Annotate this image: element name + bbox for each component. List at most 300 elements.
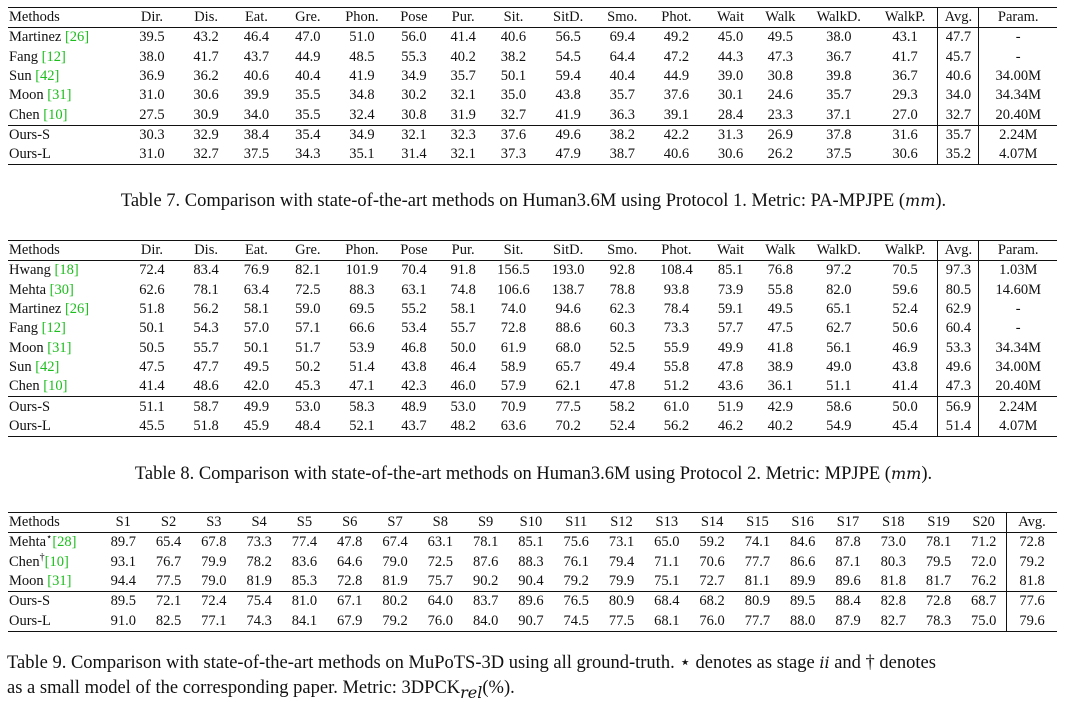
- value-cell: 58.1: [243, 301, 270, 318]
- value-cell: 73.3: [246, 534, 272, 551]
- value-cell: 58.2: [597, 397, 648, 417]
- value-cell: 35.1: [335, 145, 389, 165]
- column-header: Eat.: [232, 241, 281, 261]
- value-cell: 72.8: [500, 320, 527, 337]
- value-cell: -: [979, 28, 1057, 48]
- citation-link[interactable]: [31]: [47, 339, 72, 356]
- value-cell: 76.1: [563, 553, 589, 570]
- column-header: Methods: [8, 513, 101, 533]
- value-cell: 36.2: [193, 68, 219, 85]
- value-cell: 85.3: [291, 573, 318, 590]
- value-cell: 83.4: [193, 262, 219, 279]
- value-cell: 73.3: [663, 320, 690, 337]
- value-cell: 45.5: [124, 417, 180, 437]
- value-cell: 47.7: [938, 28, 979, 48]
- citation-link[interactable]: [26]: [64, 301, 90, 318]
- value-cell: 34.9: [335, 125, 389, 145]
- value-cell: 41.4: [139, 378, 165, 395]
- value-cell: 48.2: [439, 417, 488, 437]
- value-cell: 64.0: [418, 592, 463, 612]
- table-row: [8, 358, 1057, 377]
- method-name: Chen: [9, 378, 40, 395]
- value-cell: 45.7: [938, 48, 979, 67]
- method-cell: [8, 611, 101, 631]
- table-9-caption-line1: Table 9. Comparison with state-of-the-art methods on MuPoTS-3D using all ground-truth. ⋆ denotes as stage ii and † denotes: [7, 653, 936, 673]
- method-cell: [8, 28, 124, 48]
- value-cell: 34.3: [281, 145, 335, 165]
- citation-link[interactable]: [10]: [43, 378, 68, 395]
- value-cell: 60.4: [938, 319, 979, 338]
- value-cell: 68.0: [555, 339, 581, 356]
- column-header: S4: [237, 513, 282, 533]
- value-cell: 49.5: [767, 301, 793, 318]
- value-cell: 52.1: [335, 417, 389, 437]
- table-row: [8, 86, 1057, 105]
- value-cell: 48.9: [389, 397, 439, 417]
- value-cell: 74.1: [744, 534, 771, 551]
- table-row: [8, 125, 1057, 145]
- column-header: S17: [825, 513, 870, 533]
- column-header: WalkP.: [873, 8, 938, 28]
- value-cell: 80.5: [938, 281, 979, 300]
- value-cell: 80.9: [735, 592, 780, 612]
- value-cell: 83.6: [291, 553, 318, 570]
- value-cell: 51.9: [705, 397, 756, 417]
- value-cell: 78.1: [925, 534, 952, 551]
- value-cell: 79.4: [608, 553, 635, 570]
- value-cell: 40.4: [609, 68, 635, 85]
- value-cell: 70.6: [699, 553, 725, 570]
- value-cell: 34.00M: [979, 67, 1057, 86]
- citation-link[interactable]: [26]: [64, 29, 90, 46]
- method-name: Moon: [9, 87, 44, 104]
- value-cell: 49.6: [539, 125, 596, 145]
- value-cell: 23.3: [767, 106, 793, 123]
- value-cell: 156.5: [497, 262, 530, 279]
- value-cell: 37.1: [826, 106, 852, 123]
- value-cell: 75.0: [961, 611, 1006, 631]
- value-cell: 30.3: [124, 125, 180, 145]
- value-cell: 76.2: [970, 573, 997, 590]
- value-cell: 62.6: [139, 281, 165, 298]
- value-cell: 90.4: [518, 573, 544, 590]
- value-cell: 97.2: [826, 262, 852, 279]
- value-cell: 56.9: [938, 397, 979, 417]
- value-cell: 39.5: [139, 29, 165, 46]
- column-header: Dis.: [180, 241, 232, 261]
- table-row: [8, 533, 1057, 553]
- value-cell: 56.1: [826, 339, 852, 356]
- method-superscript: †: [39, 551, 45, 563]
- value-cell: 67.1: [327, 592, 372, 612]
- value-cell: 52.4: [597, 417, 648, 437]
- method-cell: [8, 67, 124, 86]
- value-cell: 40.2: [756, 417, 805, 437]
- value-cell: 79.0: [382, 553, 408, 570]
- value-cell: 38.2: [500, 48, 527, 65]
- column-header: S7: [372, 513, 417, 533]
- value-cell: 53.0: [281, 397, 335, 417]
- value-cell: 77.1: [191, 611, 236, 631]
- value-cell: 58.7: [180, 397, 232, 417]
- value-cell: 52.4: [892, 301, 918, 318]
- value-cell: 46.8: [401, 339, 427, 356]
- citation-link[interactable]: [42]: [35, 68, 60, 85]
- column-header: Gre.: [281, 241, 335, 261]
- value-cell: 58.6: [805, 397, 873, 417]
- value-cell: 51.7: [295, 339, 321, 356]
- citation-link[interactable]: [42]: [35, 358, 60, 375]
- column-header: S19: [916, 513, 961, 533]
- value-cell: 37.3: [488, 145, 540, 165]
- value-cell: 84.1: [282, 611, 327, 631]
- value-cell: 108.4: [660, 262, 693, 279]
- value-cell: 48.5: [349, 48, 375, 65]
- method-cell: [8, 281, 124, 300]
- value-cell: 87.6: [472, 553, 499, 570]
- column-header: S2: [146, 513, 191, 533]
- value-cell: 30.8: [401, 106, 427, 123]
- value-cell: 75.7: [427, 573, 454, 590]
- value-cell: 78.1: [193, 281, 219, 298]
- value-cell: 81.7: [925, 573, 952, 590]
- value-cell: 51.2: [663, 378, 690, 395]
- value-cell: 41.4: [892, 378, 918, 395]
- citation-link[interactable]: [30]: [49, 281, 74, 298]
- value-cell: 38.0: [139, 48, 165, 65]
- value-cell: 47.9: [539, 145, 596, 165]
- value-cell: 76.0: [689, 611, 734, 631]
- value-cell: 55.9: [663, 339, 690, 356]
- column-header: WalkD.: [805, 241, 873, 261]
- value-cell: 47.8: [717, 358, 744, 375]
- value-cell: 68.4: [644, 592, 689, 612]
- value-cell: 43.6: [717, 378, 744, 395]
- value-cell: 1.03M: [979, 261, 1057, 281]
- value-cell: 53.0: [439, 397, 488, 417]
- value-cell: 56.2: [648, 417, 705, 437]
- value-cell: 68.7: [961, 592, 1006, 612]
- value-cell: 46.4: [243, 29, 270, 46]
- value-cell: 47.5: [767, 320, 793, 337]
- value-cell: 70.9: [488, 397, 540, 417]
- value-cell: 70.4: [401, 262, 427, 279]
- value-cell: 72.4: [139, 262, 165, 279]
- value-cell: 49.5: [243, 358, 270, 375]
- value-cell: 38.4: [232, 125, 281, 145]
- value-cell: 67.4: [382, 534, 408, 551]
- citation-link[interactable]: [31]: [47, 87, 72, 104]
- method-cell: [8, 145, 124, 165]
- citation-link[interactable]: [18]: [54, 262, 79, 279]
- value-cell: 92.8: [609, 262, 635, 279]
- value-cell: 89.5: [780, 592, 825, 612]
- value-cell: 20.40M: [979, 105, 1057, 125]
- value-cell: 72.8: [1007, 533, 1057, 553]
- value-cell: 50.1: [243, 339, 270, 356]
- column-header: SitD.: [539, 8, 596, 28]
- value-cell: 77.5: [599, 611, 644, 631]
- value-cell: 38.2: [597, 125, 648, 145]
- value-cell: 53.3: [938, 338, 979, 357]
- value-cell: 39.0: [717, 68, 744, 85]
- column-header: S13: [644, 513, 689, 533]
- value-cell: 43.7: [243, 48, 270, 65]
- value-cell: 67.9: [327, 611, 372, 631]
- value-cell: 90.2: [472, 573, 499, 590]
- value-cell: -: [979, 300, 1057, 319]
- value-cell: 36.7: [892, 68, 918, 85]
- table-row: [8, 281, 1057, 300]
- value-cell: 44.9: [295, 48, 321, 65]
- column-header: Avg.: [938, 241, 979, 261]
- citation-link[interactable]: [28]: [52, 534, 77, 551]
- value-cell: 51.4: [938, 417, 979, 437]
- value-cell: 77.5: [155, 573, 182, 590]
- value-cell: 32.7: [938, 105, 979, 125]
- value-cell: 32.3: [439, 125, 488, 145]
- value-cell: 40.6: [500, 29, 527, 46]
- value-cell: 68.1: [644, 611, 689, 631]
- value-cell: 79.2: [372, 611, 417, 631]
- value-cell: 35.4: [281, 125, 335, 145]
- value-cell: 58.1: [450, 301, 476, 318]
- value-cell: 59.2: [699, 534, 725, 551]
- value-cell: 55.2: [401, 301, 427, 318]
- column-header: Walk: [756, 8, 805, 28]
- method-name: Fang: [9, 48, 38, 65]
- value-cell: 4.07M: [979, 417, 1057, 437]
- table-9: [8, 512, 1057, 632]
- column-header: Methods: [8, 241, 124, 261]
- value-cell: 81.9: [246, 573, 272, 590]
- citation-link[interactable]: [31]: [47, 573, 72, 590]
- citation-link[interactable]: [10]: [43, 106, 68, 123]
- table-row: [8, 105, 1057, 125]
- value-cell: 47.7: [193, 358, 219, 375]
- value-cell: 81.9: [382, 573, 408, 590]
- value-cell: 79.2: [563, 573, 589, 590]
- column-header: Avg.: [1007, 513, 1057, 533]
- value-cell: 45.3: [295, 378, 321, 395]
- value-cell: 64.6: [337, 553, 363, 570]
- value-cell: 74.5: [554, 611, 599, 631]
- column-header: WalkP.: [873, 241, 938, 261]
- value-cell: 56.0: [401, 29, 427, 46]
- method-name: Ours-S: [9, 126, 51, 143]
- value-cell: 50.0: [450, 339, 476, 356]
- value-cell: 30.6: [873, 145, 938, 165]
- citation-link[interactable]: [12]: [41, 320, 66, 337]
- method-cell: [8, 553, 101, 572]
- column-header: WalkD.: [805, 8, 873, 28]
- column-header: S14: [689, 513, 734, 533]
- value-cell: 62.3: [609, 301, 635, 318]
- value-cell: 32.1: [450, 87, 476, 104]
- value-cell: 79.0: [201, 573, 227, 590]
- method-cell: [8, 261, 124, 281]
- value-cell: 89.6: [835, 573, 861, 590]
- value-cell: 43.7: [389, 417, 439, 437]
- citation-link[interactable]: [12]: [41, 48, 66, 65]
- value-cell: 82.5: [146, 611, 191, 631]
- value-cell: 75.6: [563, 534, 589, 551]
- table-8-caption: Table 8. Comparison with state-of-the-art methods on Human3.6M using Protocol 2. Metric: MPJPE (mm).: [134, 464, 933, 484]
- value-cell: 87.9: [825, 611, 870, 631]
- value-cell: 54.9: [805, 417, 873, 437]
- value-cell: 42.3: [401, 378, 427, 395]
- value-cell: 76.0: [418, 611, 463, 631]
- value-cell: 79.9: [201, 553, 227, 570]
- value-cell: 72.1: [146, 592, 191, 612]
- value-cell: -: [979, 319, 1057, 338]
- value-cell: 41.7: [193, 48, 219, 65]
- value-cell: 35.5: [295, 106, 321, 123]
- value-cell: 47.8: [337, 534, 363, 551]
- value-cell: 81.8: [880, 573, 906, 590]
- value-cell: 87.8: [835, 534, 861, 551]
- value-cell: 31.0: [139, 87, 165, 104]
- table-row: [8, 592, 1057, 612]
- column-header: Pur.: [439, 241, 488, 261]
- value-cell: 54.5: [555, 48, 581, 65]
- value-cell: 86.6: [790, 553, 816, 570]
- table-9-caption-line2: as a small model of the corresponding paper. Metric: $3DPCK_{rel}(\%)$.: [7, 678, 515, 702]
- value-cell: 20.40M: [979, 377, 1057, 397]
- value-cell: 36.3: [609, 106, 635, 123]
- value-cell: 89.7: [110, 534, 136, 551]
- value-cell: 193.0: [551, 262, 585, 279]
- value-cell: 88.0: [780, 611, 825, 631]
- column-header: S18: [871, 513, 916, 533]
- method-cell: [8, 358, 124, 377]
- value-cell: 38.0: [826, 29, 852, 46]
- value-cell: 37.5: [232, 145, 281, 165]
- value-cell: 61.0: [648, 397, 705, 417]
- value-cell: 89.5: [101, 592, 146, 612]
- value-cell: 42.9: [756, 397, 805, 417]
- column-header: S16: [780, 513, 825, 533]
- value-cell: 64.4: [609, 48, 635, 65]
- method-cell: [8, 572, 101, 592]
- value-cell: 41.8: [767, 339, 793, 356]
- citation-link[interactable]: [10]: [44, 553, 69, 570]
- value-cell: 31.9: [450, 106, 476, 123]
- value-cell: 91.8: [450, 262, 476, 279]
- column-header: Dis.: [180, 8, 232, 28]
- value-cell: 68.2: [689, 592, 734, 612]
- table-7: [8, 7, 1057, 165]
- value-cell: 40.6: [938, 67, 979, 86]
- value-cell: 37.5: [805, 145, 873, 165]
- value-cell: 84.6: [790, 534, 816, 551]
- value-cell: 2.24M: [979, 125, 1057, 145]
- column-header: Param.: [979, 241, 1057, 261]
- value-cell: 80.9: [599, 592, 644, 612]
- value-cell: 49.4: [609, 358, 635, 375]
- table-row: [8, 338, 1057, 357]
- table-row: [8, 572, 1057, 592]
- value-cell: 44.3: [717, 48, 744, 65]
- method-name: Ours-L: [9, 612, 51, 629]
- table-row: [8, 300, 1057, 319]
- value-cell: 42.2: [648, 125, 705, 145]
- value-cell: 30.6: [193, 87, 219, 104]
- table-row: [8, 553, 1057, 572]
- column-header: S11: [554, 513, 599, 533]
- method-name: Chen: [9, 553, 40, 570]
- value-cell: 41.9: [555, 106, 581, 123]
- table-row: [8, 377, 1057, 397]
- table-7-caption: Table 7. Comparison with state-of-the-art methods on Human3.6M using Protocol 1. Metric: PA-MPJPE (mm).: [120, 191, 947, 211]
- value-cell: 14.60M: [979, 281, 1057, 300]
- method-cell: [8, 319, 124, 338]
- value-cell: 49.0: [826, 358, 852, 375]
- value-cell: 47.5: [139, 358, 165, 375]
- method-name: Mehta: [9, 281, 47, 298]
- value-cell: 59.4: [555, 68, 581, 85]
- value-cell: 94.6: [555, 301, 581, 318]
- value-cell: 36.1: [767, 378, 793, 395]
- method-superscript: ⋆: [46, 532, 53, 544]
- value-cell: 72.4: [191, 592, 236, 612]
- value-cell: 48.6: [193, 378, 219, 395]
- method-cell: [8, 125, 124, 145]
- value-cell: 34.9: [401, 68, 427, 85]
- header-row: [8, 241, 1057, 261]
- value-cell: 36.9: [139, 68, 165, 85]
- value-cell: 36.7: [826, 48, 852, 65]
- value-cell: 66.6: [349, 320, 375, 337]
- value-cell: 35.0: [500, 87, 527, 104]
- value-cell: 89.6: [508, 592, 553, 612]
- value-cell: 62.7: [826, 320, 852, 337]
- method-name: Ours-L: [9, 417, 51, 434]
- value-cell: 46.4: [450, 358, 476, 375]
- value-cell: 62.1: [555, 378, 581, 395]
- value-cell: 43.1: [892, 29, 918, 46]
- value-cell: 57.7: [717, 320, 744, 337]
- value-cell: 59.6: [892, 281, 918, 298]
- value-cell: 51.1: [124, 397, 180, 417]
- value-cell: 32.4: [349, 106, 375, 123]
- value-cell: 82.0: [826, 281, 852, 298]
- method-cell: [8, 86, 124, 105]
- method-cell: [8, 417, 124, 437]
- value-cell: 79.6: [1007, 611, 1057, 631]
- value-cell: 57.9: [500, 378, 527, 395]
- table-row: [8, 397, 1057, 417]
- value-cell: 78.1: [472, 534, 499, 551]
- value-cell: 35.7: [826, 87, 852, 104]
- value-cell: 73.9: [717, 281, 744, 298]
- value-cell: 55.3: [401, 48, 427, 65]
- value-cell: -: [979, 48, 1057, 67]
- method-name: Hwang: [9, 262, 51, 279]
- value-cell: 81.1: [744, 573, 771, 590]
- value-cell: 73.1: [608, 534, 635, 551]
- column-header: Phon.: [335, 8, 389, 28]
- value-cell: 43.2: [193, 29, 219, 46]
- value-cell: 30.1: [717, 87, 744, 104]
- value-cell: 84.0: [463, 611, 508, 631]
- value-cell: 77.5: [539, 397, 596, 417]
- method-name: Martinez: [9, 29, 62, 46]
- value-cell: 44.9: [663, 68, 690, 85]
- column-header: Sit.: [488, 8, 540, 28]
- value-cell: 50.0: [873, 397, 938, 417]
- value-cell: 67.8: [201, 534, 227, 551]
